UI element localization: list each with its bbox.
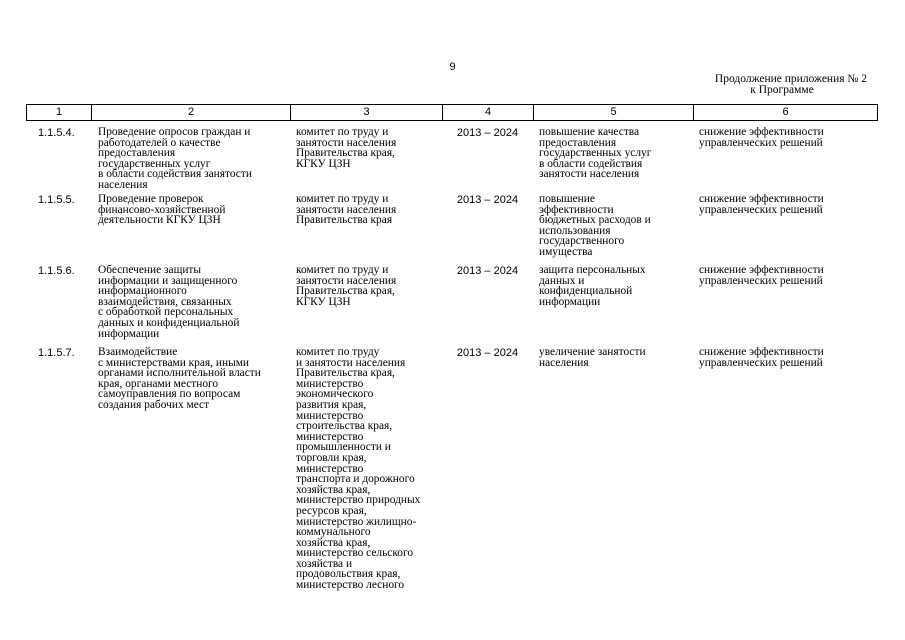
table-body bbox=[26, 123, 877, 591]
header-cell-3: 3 bbox=[291, 105, 443, 121]
consequence-cell: снижение эффективности управленческих решений bbox=[699, 346, 824, 369]
table-row bbox=[26, 123, 877, 194]
result-cell: повышение эффективности бюджетных расходов и использования государственного имущества bbox=[539, 193, 651, 258]
row-number: 1.1.5.6. bbox=[38, 265, 75, 277]
continuation-note bbox=[667, 74, 867, 96]
result-cell: повышение качества предоставления государственных услуг в области содействия занятости населения bbox=[539, 126, 652, 181]
row-number: 1.1.5.4. bbox=[38, 127, 75, 139]
executor-cell: комитет по труду и занятости населения Правительства края, КГКУ ЦЗН bbox=[296, 264, 397, 308]
result-cell: защита персональных данных и конфиденциальной информации bbox=[539, 264, 646, 308]
header-cell-5: 5 bbox=[534, 105, 694, 121]
table-row bbox=[26, 194, 877, 265]
header-cell-1: 1 bbox=[27, 105, 92, 121]
header-cell-4: 4 bbox=[443, 105, 534, 121]
header-cell-2: 2 bbox=[92, 105, 291, 121]
activity-cell: Обеспечение защиты информации и защищенного информационного взаимодействия, связанных с обработкой персональных данных и конфиденциальной информации bbox=[98, 264, 240, 340]
consequence-cell: снижение эффективности управленческих решений bbox=[699, 126, 824, 149]
executor-cell: комитет по труду и занятости населения Правительства края, КГКУ ЦЗН bbox=[296, 126, 397, 170]
page-number: 9 bbox=[449, 61, 456, 73]
continuation-line-2: к Программе bbox=[750, 84, 814, 96]
period-cell: 2013 – 2024 bbox=[456, 127, 519, 139]
header-row bbox=[27, 105, 878, 121]
continuation-line-1: Продолжение приложения № 2 bbox=[714, 73, 867, 85]
executor-cell: комитет по труду и занятости населения Правительства края, министерство экономического развития края, министерство строительства края, министерство промышленности и торговли края, министерство транспорта и дорожного хозяйства края, министерство природных ресурсов края, министерство жилищно- коммунального хозяйства края, министерство сельского хозяйства и продовольствия края, министерство лесного bbox=[296, 346, 421, 592]
executor-cell: комитет по труду и занятости населения Правительства края bbox=[296, 193, 397, 227]
period-cell: 2013 – 2024 bbox=[456, 265, 519, 277]
consequence-cell: снижение эффективности управленческих решений bbox=[699, 193, 824, 216]
activity-cell: Проведение проверок финансово-хозяйственной деятельности КГКУ ЦЗН bbox=[98, 193, 226, 227]
header-cell-6: 6 bbox=[694, 105, 878, 121]
activity-cell: Проведение опросов граждан и работодателей о качестве предоставления государственных услуг в области содействия занятости населения bbox=[98, 126, 252, 191]
period-cell: 2013 – 2024 bbox=[456, 194, 519, 206]
activity-cell: Взаимодействие с министерствами края, иными органами исполнительной власти края, органами местного самоуправления по вопросам создания рабочих мест bbox=[98, 346, 261, 411]
period-cell: 2013 – 2024 bbox=[456, 347, 519, 359]
table-header bbox=[26, 104, 878, 121]
consequence-cell: снижение эффективности управленческих решений bbox=[699, 264, 824, 287]
table-row bbox=[26, 265, 877, 347]
result-cell: увеличение занятости населения bbox=[539, 346, 646, 369]
table-row bbox=[26, 347, 877, 591]
row-number: 1.1.5.7. bbox=[38, 347, 75, 359]
row-number: 1.1.5.5. bbox=[38, 194, 75, 206]
